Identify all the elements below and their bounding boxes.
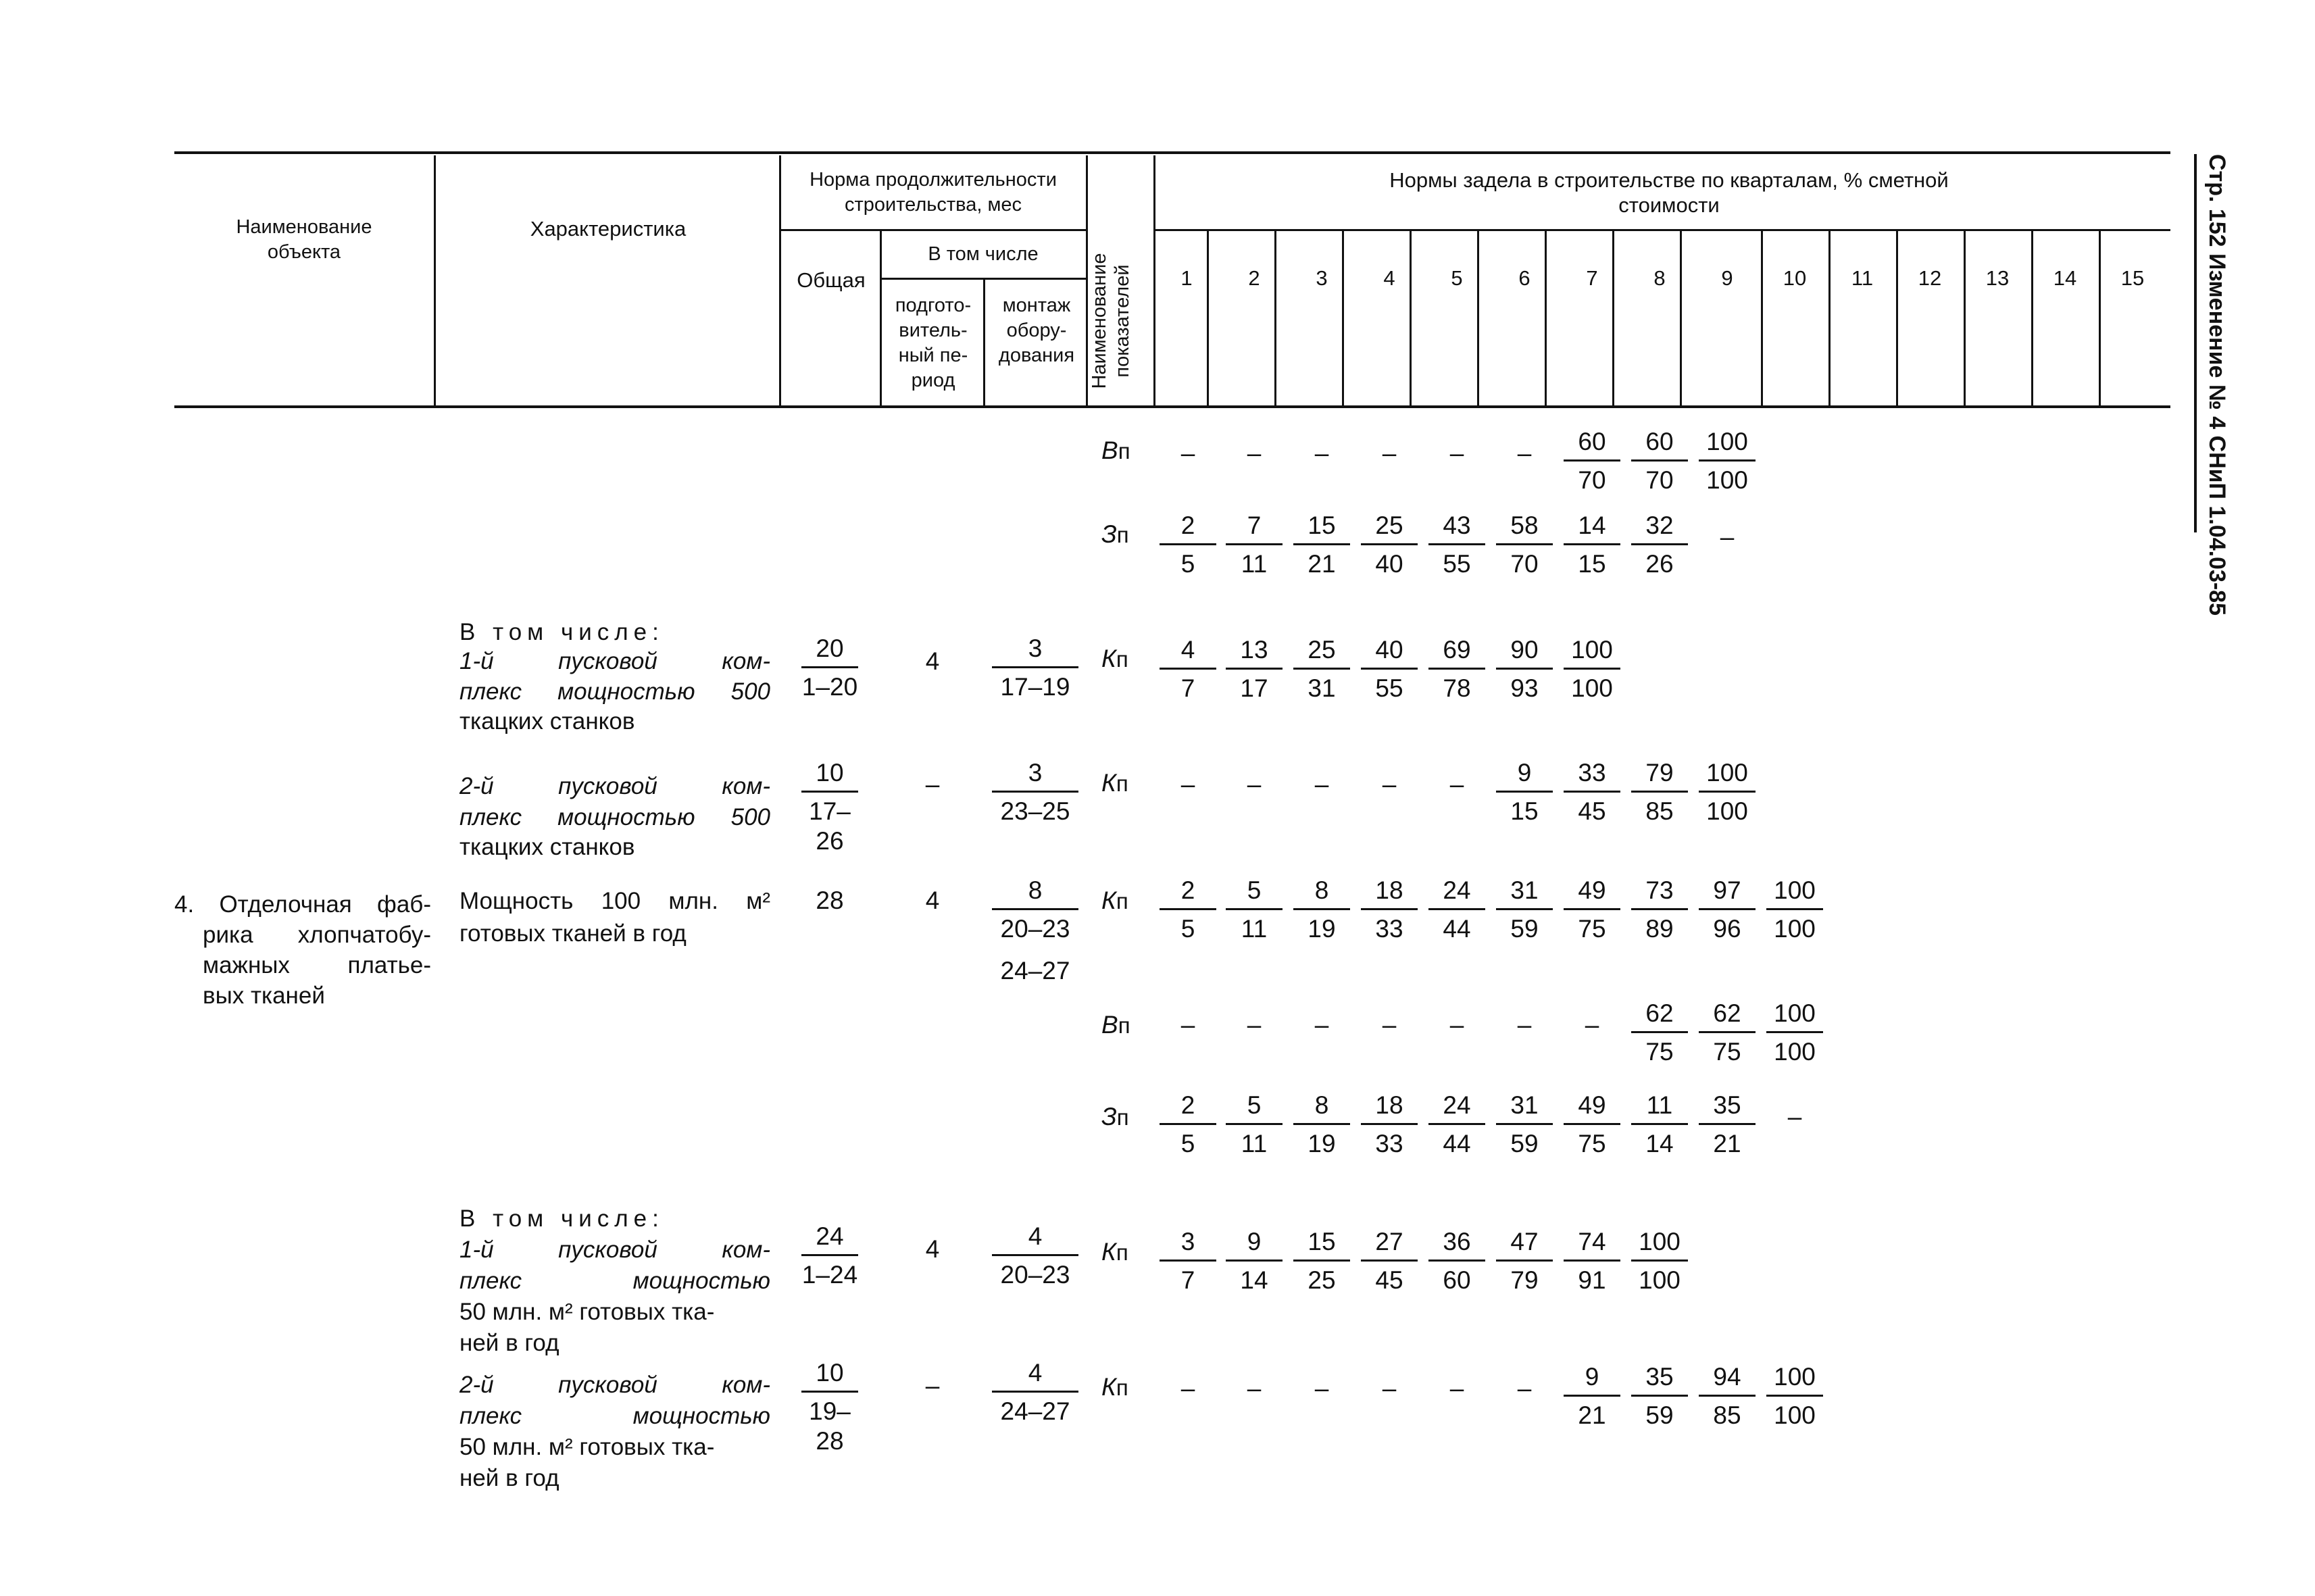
header-rule-duration [780,229,1086,231]
fraction-numerator: 90 [1496,635,1553,670]
duration-prep: 4 [925,647,940,675]
quarter-dash: – [1180,439,1195,467]
complex3-line1: 1-й пусковой ком- [459,1237,770,1263]
fraction-numerator: 100 [1699,427,1756,462]
quarter-dash: – [1180,1011,1195,1039]
quarter-fraction [1492,511,1557,579]
header-duration: Норма продолжительности строительства, мес [810,169,1057,216]
indicator-z: Зп [1101,520,1129,548]
fraction-denominator: 7 [1180,674,1195,702]
quarter-fraction [1560,758,1624,826]
quarter-dash: – [1314,770,1329,798]
quarter-header: 1 [1180,266,1193,290]
quarter-header: 6 [1518,266,1530,290]
col-sep-name [434,155,436,407]
fraction-denominator: 100 [1571,674,1613,702]
fraction-numerator: 74 [1564,1227,1620,1262]
q-sep [1207,231,1209,407]
quarter-fraction [1424,511,1489,579]
fraction-numerator: 100 [1699,758,1756,793]
fraction-denominator: 59 [1510,915,1539,943]
fraction-denominator: 75 [1645,1038,1674,1066]
fraction-denominator: 60 [1443,1266,1471,1294]
quarter-header: 5 [1451,266,1463,290]
q-sep [1761,231,1763,407]
fraction-numerator: 18 [1361,1091,1418,1125]
fraction-numerator: 32 [1631,511,1688,545]
fraction-numerator: 5 [1226,876,1283,910]
fraction-numerator: 15 [1293,511,1350,545]
fraction-denominator: 21 [1578,1401,1606,1429]
header-prep: подгото- витель- ный пе- риод [895,295,972,391]
quarter-header: 10 [1783,266,1807,290]
quarter-fraction [1357,511,1422,579]
col-sep-prep [983,280,985,407]
quarter-fraction [1627,1091,1692,1159]
complex3-line4: ней в год [459,1330,559,1356]
header-mount: монтаж обору- дования [998,295,1075,366]
fraction-numerator: 58 [1496,511,1553,545]
fraction-numerator: 94 [1699,1362,1756,1397]
fraction-numerator: 18 [1361,876,1418,910]
object4-line1: 4. Отделочная фаб- [174,891,431,918]
indicator-k: Кп [1101,769,1128,797]
quarter-dash: – [1382,1011,1397,1039]
fraction-numerator: 60 [1631,427,1688,462]
fraction-denominator: 45 [1375,1266,1403,1294]
fraction-denominator: 33 [1375,915,1403,943]
duration-total: $\frac{24}{1-24}$ [801,1222,858,1289]
quarter-fraction [1155,635,1220,703]
quarter-dash: – [1247,1011,1262,1039]
q-sep [1612,231,1614,407]
fraction-numerator: 43 [1428,511,1485,545]
fraction-denominator: 85 [1713,1401,1741,1429]
quarter-fraction [1222,1091,1287,1159]
quarter-fraction [1222,1227,1287,1295]
quarter-header: 3 [1316,266,1328,290]
q-sep [1274,231,1276,407]
quarter-fraction [1492,876,1557,944]
quarter-dash: – [1720,523,1735,551]
q-sep [1410,231,1412,407]
fraction-numerator: 49 [1564,1091,1620,1125]
duration-prep: – [925,1372,940,1399]
quarter-fraction [1424,876,1489,944]
fraction-numerator: 62 [1699,999,1756,1033]
fraction-numerator: 25 [1293,635,1350,670]
fraction-denominator: 5 [1180,550,1195,578]
duration-prep: – [925,770,940,798]
fraction-numerator: 5 [1226,1091,1283,1125]
fraction-denominator: 100 [1774,1038,1816,1066]
header-bottom-rule [174,405,2170,408]
quarter-fraction [1695,876,1760,944]
fraction-numerator: 100 [1564,635,1620,670]
fraction-numerator: 97 [1699,876,1756,910]
quarter-header: 8 [1653,266,1666,290]
fraction-denominator: 93 [1510,674,1539,702]
col-sep-char [779,155,781,407]
fraction-denominator: 40 [1375,550,1403,578]
fraction-denominator: 7 [1180,1266,1195,1294]
quarter-fraction [1560,1362,1624,1430]
fraction-denominator: 17 [1240,674,1268,702]
fraction-numerator: 14 [1564,511,1620,545]
fraction-numerator: 24 [1428,876,1485,910]
quarter-dash: – [1247,770,1262,798]
indicator-k: Кп [1101,1238,1128,1266]
q-sep [2099,231,2101,407]
quarter-fraction [1492,758,1557,826]
fraction-numerator: 69 [1428,635,1485,670]
quarter-fraction [1155,1227,1220,1295]
duration-total: $\frac{10}{17-26}$ [797,758,862,856]
duration-total: $\frac{10}{19-28}$ [797,1358,862,1456]
fraction-numerator: 2 [1160,1091,1216,1125]
quarter-fraction [1155,1091,1220,1159]
fraction-numerator: 100 [1766,876,1823,910]
duration-total: 28 [816,887,844,914]
duration-prep: 4 [925,1235,940,1263]
fraction-denominator: 91 [1578,1266,1606,1294]
q-sep [1545,231,1547,407]
fraction-numerator: 49 [1564,876,1620,910]
fraction-numerator: 7 [1226,511,1283,545]
quarter-fraction [1762,876,1827,944]
running-title: Стр. 152 Изменение № 4 СНиП 1.04.03-85 [2194,154,2236,532]
q-sep [1477,231,1479,407]
quarter-header: 7 [1586,266,1598,290]
fraction-numerator: 2 [1160,876,1216,910]
duration-prep: 4 [925,887,940,914]
quarter-header: 11 [1851,266,1874,290]
fraction-denominator: 100 [1774,915,1816,943]
indicator-k: Кп [1101,887,1128,914]
fraction-numerator: 40 [1361,635,1418,670]
quarter-fraction [1695,1091,1760,1159]
fraction-numerator: 62 [1631,999,1688,1033]
quarter-fraction [1560,511,1624,579]
quarter-fraction [1560,635,1624,703]
complex3-line2: плекс мощностью [459,1268,770,1294]
header-indicators: Наименование показателей [1089,253,1133,389]
quarter-dash: – [1517,1374,1532,1402]
quarter-dash: – [1382,770,1397,798]
quarter-fraction [1627,1227,1692,1295]
fraction-denominator: 14 [1240,1266,1268,1294]
quarter-fraction [1357,876,1422,944]
fraction-numerator: 31 [1496,1091,1553,1125]
quarter-fraction [1357,1091,1422,1159]
power-line2: готовых тканей в год [459,920,687,947]
quarter-dash: – [1180,770,1195,798]
complex1-line1: 1-й пусковой ком- [459,648,770,674]
fraction-denominator: 55 [1443,550,1471,578]
header-backlog: Нормы задела в строительстве по кварталам, % сметной стоимости [1389,168,1949,217]
quarter-dash: – [1247,1374,1262,1402]
quarter-fraction [1627,758,1692,826]
quarter-fraction [1289,511,1354,579]
quarter-dash: – [1787,1103,1802,1130]
quarter-dash: – [1449,1011,1464,1039]
fraction-numerator: 33 [1564,758,1620,793]
quarter-fraction [1424,635,1489,703]
fraction-numerator: 8 [1293,1091,1350,1125]
fraction-denominator: 70 [1645,466,1674,494]
fraction-numerator: 25 [1361,511,1418,545]
fraction-denominator: 59 [1510,1130,1539,1157]
fraction-numerator: 9 [1226,1227,1283,1262]
fraction-numerator: 35 [1631,1362,1688,1397]
quarter-dash: – [1382,439,1397,467]
fraction-numerator: 4 [1160,635,1216,670]
quarter-header: 14 [2053,266,2077,290]
quarter-dash: – [1314,1374,1329,1402]
indicator-z: Зп [1101,1103,1129,1130]
quarter-fraction [1627,427,1692,495]
fraction-numerator: 31 [1496,876,1553,910]
header-rule-backlog [1155,229,2170,231]
quarter-header: 4 [1383,266,1395,290]
q-sep [1828,231,1831,407]
power-line1: Мощность 100 млн. м² [459,888,770,914]
quarter-fraction [1155,876,1220,944]
header-name: Наименование объекта [236,216,372,263]
quarter-fraction [1424,1227,1489,1295]
fraction-denominator: 85 [1645,797,1674,825]
complex2-line2: плекс мощностью 500 [459,804,770,830]
quarter-dash: – [1382,1374,1397,1402]
object4-line4: вых тканей [203,982,325,1009]
fraction-denominator: 44 [1443,1130,1471,1157]
fraction-denominator: 15 [1578,550,1606,578]
duration-total: $\frac{20}{1-20}$ [801,634,858,701]
fraction-denominator: 33 [1375,1130,1403,1157]
quarter-fraction [1222,511,1287,579]
fraction-denominator: 25 [1308,1266,1336,1294]
complex4-line3: 50 млн. м² готовых тка- [459,1434,715,1460]
quarter-fraction [1627,1362,1692,1430]
quarter-dash: – [1314,1011,1329,1039]
fraction-denominator: 5 [1180,1130,1195,1157]
col-sep-indicators [1153,155,1155,407]
fraction-numerator: 47 [1496,1227,1553,1262]
quarter-fraction [1695,758,1760,826]
q-sep [1896,231,1898,407]
fraction-numerator: 11 [1631,1091,1688,1125]
fraction-denominator: 31 [1308,674,1336,702]
quarter-fraction [1695,427,1760,495]
fraction-denominator: 75 [1713,1038,1741,1066]
fraction-denominator: 89 [1645,915,1674,943]
complex1-line3: ткацких станков [459,708,635,734]
quarter-header: 2 [1248,266,1260,290]
quarter-fraction [1289,1227,1354,1295]
quarter-header: 15 [2120,266,2145,290]
header-including: В том числе [928,243,1039,265]
fraction-numerator: 36 [1428,1227,1485,1262]
fraction-numerator: 9 [1496,758,1553,793]
quarter-fraction [1695,1362,1760,1430]
including-label: В том числе: [459,1205,664,1232]
indicator-v: Вп [1101,1011,1130,1039]
fraction-numerator: 35 [1699,1091,1756,1125]
header-characteristic: Характеристика [530,217,687,241]
quarter-fraction [1424,1091,1489,1159]
q-sep [2031,231,2033,407]
fraction-denominator: 19 [1308,1130,1336,1157]
quarter-header: 9 [1721,266,1733,290]
fraction-denominator: 5 [1180,915,1195,943]
fraction-numerator: 15 [1293,1227,1350,1262]
object4-line2: рика хлопчатобу- [203,922,431,948]
fraction-numerator: 100 [1766,1362,1823,1397]
quarter-fraction [1695,999,1760,1067]
complex2-line3: ткацких станков [459,834,635,860]
duration-mount: $\frac{4}{24-27}$ [988,1358,1082,1426]
including-label: В том числе: [459,619,664,645]
quarter-fraction [1627,511,1692,579]
fraction-denominator: 21 [1308,550,1336,578]
fraction-denominator: 21 [1713,1130,1741,1157]
quarter-fraction [1357,635,1422,703]
q-sep [1342,231,1344,407]
quarter-fraction [1627,999,1692,1067]
quarter-header: 12 [1918,266,1942,290]
quarter-fraction [1762,999,1827,1067]
fraction-denominator: 96 [1713,915,1741,943]
col-sep-total [880,231,882,407]
fraction-numerator: 9 [1564,1362,1620,1397]
fraction-numerator: 27 [1361,1227,1418,1262]
quarter-fraction [1289,635,1354,703]
quarter-dash: – [1314,439,1329,467]
quarter-dash: – [1517,439,1532,467]
quarter-fraction [1560,427,1624,495]
indicator-k: Кп [1101,1373,1128,1401]
header-total: Общая [797,268,866,292]
q-sep [1680,231,1682,407]
quarter-fraction [1222,635,1287,703]
fraction-numerator: 79 [1631,758,1688,793]
fraction-denominator: 75 [1578,1130,1606,1157]
fraction-denominator: 70 [1510,550,1539,578]
fraction-denominator: 11 [1241,915,1268,943]
fraction-numerator: 100 [1631,1227,1688,1262]
duration-mount: $\frac{8}{20-23}$ [988,876,1082,944]
fraction-denominator: 44 [1443,915,1471,943]
quarter-fraction [1357,1227,1422,1295]
indicator-k: Кп [1101,645,1128,672]
duration-mount: $\frac{3}{23-25}$ [988,758,1082,826]
fraction-numerator: 24 [1428,1091,1485,1125]
complex3-line3: 50 млн. м² готовых тка- [459,1299,715,1325]
fraction-denominator: 11 [1241,550,1268,578]
complex4-line2: плекс мощностью [459,1403,770,1429]
header-top-rule [174,151,2170,154]
fraction-numerator: 73 [1631,876,1688,910]
quarter-fraction [1560,1227,1624,1295]
fraction-numerator: 13 [1226,635,1283,670]
fraction-denominator: 45 [1578,797,1606,825]
duration-mount-extra: 24–27 [1000,957,1070,984]
fraction-denominator: 14 [1645,1130,1674,1157]
fraction-numerator: 8 [1293,876,1350,910]
fraction-denominator: 11 [1241,1130,1268,1157]
fraction-numerator: 2 [1160,511,1216,545]
quarter-dash: – [1247,439,1262,467]
quarter-dash: – [1180,1374,1195,1402]
fraction-denominator: 59 [1645,1401,1674,1429]
fraction-denominator: 75 [1578,915,1606,943]
quarter-fraction [1155,511,1220,579]
complex4-line1: 2-й пусковой ком- [459,1372,770,1398]
fraction-denominator: 100 [1706,797,1748,825]
quarter-fraction [1492,635,1557,703]
duration-mount: $\frac{4}{20-23}$ [988,1222,1082,1290]
fraction-denominator: 78 [1443,674,1471,702]
fraction-denominator: 79 [1510,1266,1539,1294]
quarter-fraction [1492,1091,1557,1159]
quarter-fraction [1492,1227,1557,1295]
fraction-denominator: 70 [1578,466,1606,494]
fraction-numerator: 3 [1160,1227,1216,1262]
q-sep [1964,231,1966,407]
complex2-line1: 2-й пусковой ком- [459,773,770,799]
quarter-fraction [1289,1091,1354,1159]
quarter-dash: – [1449,1374,1464,1402]
quarter-fraction [1289,876,1354,944]
quarter-dash: – [1517,1011,1532,1039]
quarter-fraction [1560,876,1624,944]
quarter-fraction [1560,1091,1624,1159]
fraction-numerator: 100 [1766,999,1823,1033]
fraction-denominator: 100 [1706,466,1748,494]
object4-line3: мажных платье- [203,952,431,978]
fraction-denominator: 19 [1308,915,1336,943]
fraction-denominator: 100 [1774,1401,1816,1429]
quarter-fraction [1627,876,1692,944]
duration-mount: $\frac{3}{17-19}$ [988,634,1082,702]
quarter-dash: – [1449,439,1464,467]
fraction-denominator: 55 [1375,674,1403,702]
indicator-v: Вп [1101,437,1130,464]
fraction-numerator: 60 [1564,427,1620,462]
quarter-header: 13 [1985,266,2010,290]
quarter-fraction [1762,1362,1827,1430]
complex1-line2: плекс мощностью 500 [459,678,770,705]
fraction-denominator: 15 [1510,797,1539,825]
fraction-denominator: 100 [1639,1266,1681,1294]
quarter-fraction [1222,876,1287,944]
quarter-dash: – [1449,770,1464,798]
fraction-denominator: 26 [1645,550,1674,578]
quarter-dash: – [1585,1011,1599,1039]
complex4-line4: ней в год [459,1465,559,1491]
